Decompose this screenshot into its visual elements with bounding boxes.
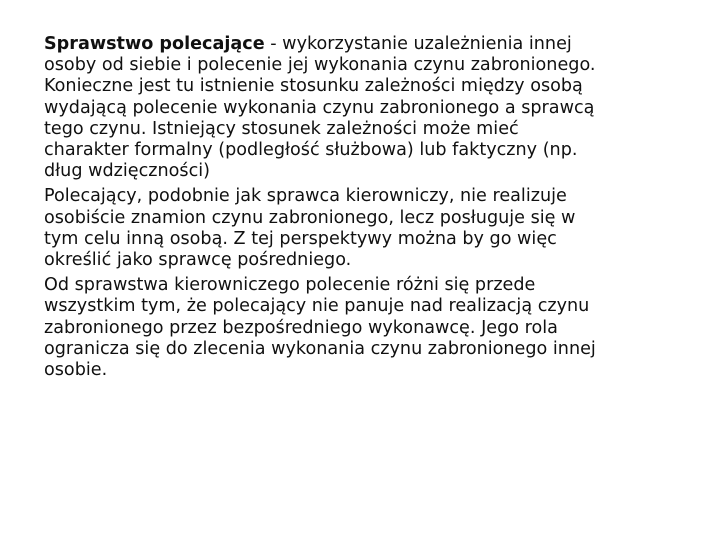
text-line: osobie. [44, 360, 108, 381]
paragraph-difference [44, 275, 694, 381]
text-line: charakter formalny (podległość służbowa) lub faktyczny (np. [44, 140, 578, 161]
text-line: dług wdzięczności) [44, 161, 210, 182]
slide-text-body [44, 34, 694, 385]
text-line: tego czynu. Istniejący stosunek zależności może mieć [44, 118, 519, 139]
text-line: Konieczne jest tu istnienie stosunku zależności między osobą [44, 76, 583, 97]
text-line: Od sprawstwa kierowniczego polecenie różni się przede [44, 275, 536, 296]
text-line-continuation: - wykorzystanie uzależnienia innej [264, 34, 572, 54]
text-line: wszystkim tym, że polecający nie panuje nad realizacją czynu [44, 296, 590, 317]
text-line: ogranicza się do zlecenia wykonania czynu zabronionego innej [44, 338, 596, 359]
text-line: zabronionego przez bezpośredniego wykonawcę. Jego rola [44, 317, 558, 338]
text-line: Polecający, podobnie jak sprawca kierowniczy, nie realizuje [44, 186, 567, 207]
paragraph-definition [44, 34, 694, 182]
paragraph-indirect-perpetrator [44, 186, 694, 271]
text-line: tym celu inną osobą. Z tej perspektywy można by go więc [44, 228, 557, 249]
text-line: osoby od siebie i polecenie jej wykonania czynu zabronionego. [44, 55, 596, 76]
text-line [44, 34, 694, 55]
text-line: określić jako sprawcę pośredniego. [44, 250, 352, 271]
text-line: osobiście znamion czynu zabronionego, lecz posługuje się w [44, 207, 576, 228]
text-line: wydającą polecenie wykonania czynu zabronionego a sprawcą [44, 97, 595, 118]
defined-term: Sprawstwo polecające [44, 34, 265, 54]
